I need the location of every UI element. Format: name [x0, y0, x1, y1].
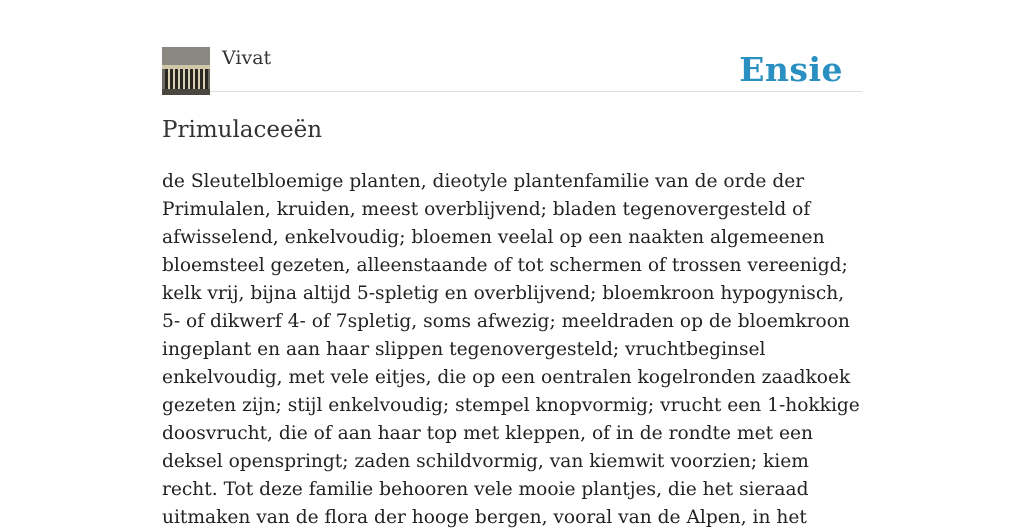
author-name[interactable]: Vivat — [222, 47, 272, 69]
article-body: de Sleutelbloemige planten, dieotyle plantenfamilie van de orde der Primulalen, kruiden, meest overblijvend; bladen tegenovergesteld of afwisselend, enkelvoudig; bloemen veelal op een naakten algemeenen bloemsteel gezeten, alleenstaande of tot schermen of trossen vereenigd; kelk vrij, bijna altijd 5-spletig en overblijvend; bloemkroon hypogynisch, 5- of dikwerf 4- of 7spletig, soms afwezig; meeldraden op de bloemkroon ingeplant en aan haar slippen tegenovergesteld; vruchtbeginsel enkelvoudig, met vele eitjes, die op een oentralen kogelronden zaadkoek gezeten zijn; stijl enkelvoudig; stempel knopvormig; vrucht een 1-hokkige doosvrucht, die of aan haar top met kleppen, of in de rondte met een deksel openspringt; zaden schildvormig, van kiemwit voorzien; kiem recht. Tot deze familie behooren vele mooie plantjes, die het sieraad uitmaken van de flora der hooge bergen, vooral van de Alpen, in het — [162, 171, 860, 528]
article-title: Primulaceeën — [162, 117, 323, 143]
author-avatar[interactable] — [162, 47, 210, 95]
article-page — [162, 0, 862, 528]
site-logo[interactable]: Ensie — [739, 50, 843, 89]
avatar-image — [162, 47, 210, 95]
header — [162, 0, 862, 92]
